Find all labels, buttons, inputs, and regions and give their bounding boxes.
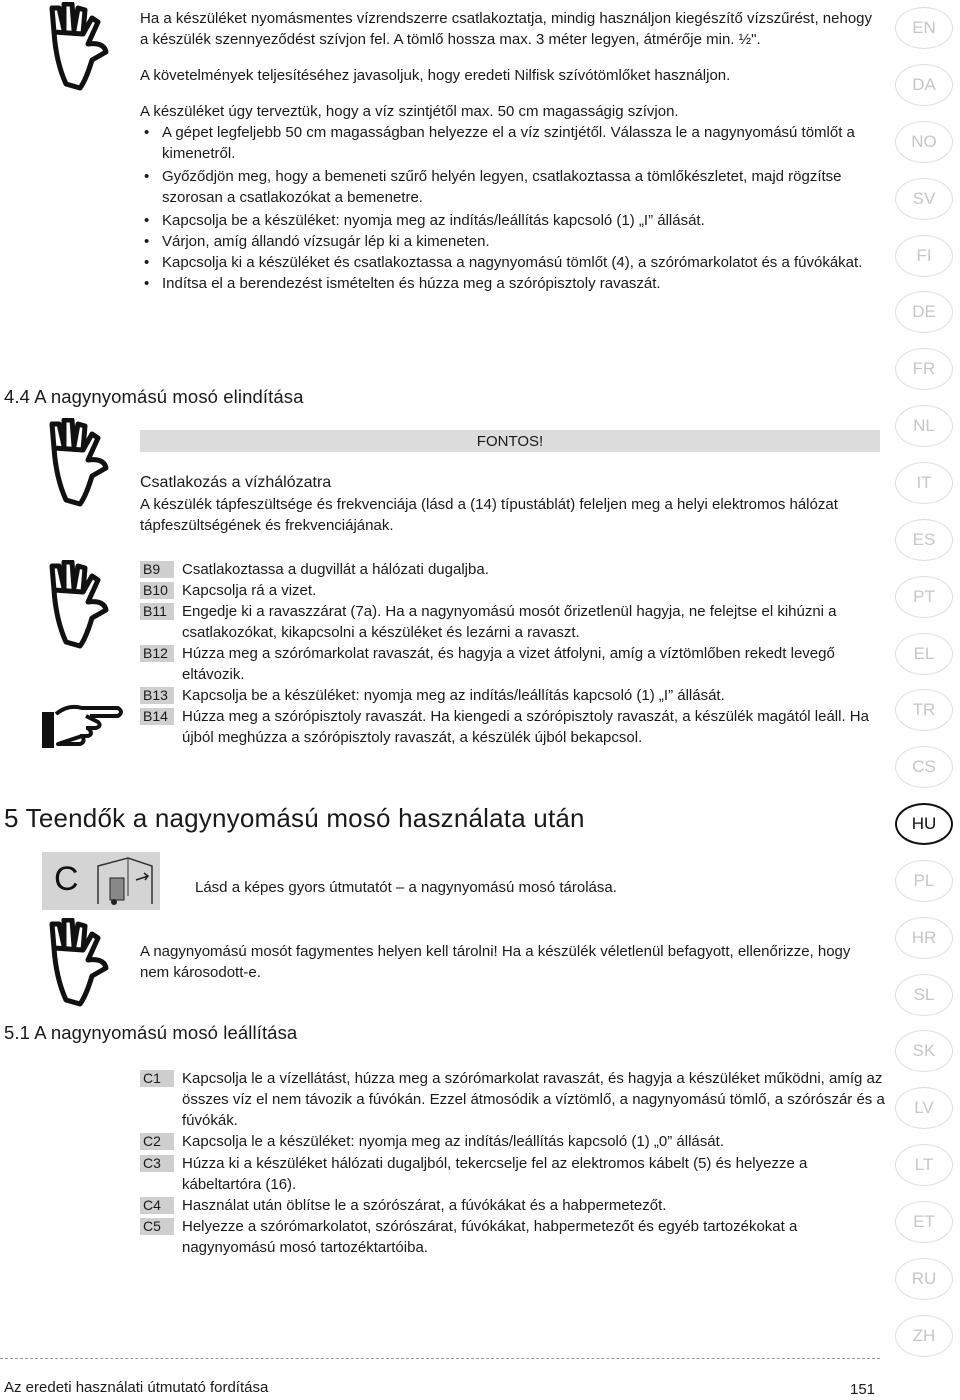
footer-text: Az eredeti használati útmutató fordítása	[4, 1379, 269, 1396]
language-tab-tr[interactable]: TR	[889, 700, 959, 720]
footer-divider	[0, 1358, 880, 1359]
step-text: Helyezze a szórómarkolatot, szórószárat, fúvókákat, habpermetezőt és egyéb tartozékokat a nagynyomású mosó tartozéktartóiba.	[182, 1218, 798, 1256]
bullet-item: • A gépet legfeljebb 50 cm magasságban helyezze el a víz szintjétől. Válassza le a nagynyomású tömlőt a kimenetről.	[140, 122, 880, 164]
step-code: B13	[140, 687, 174, 704]
section-heading: 4.4 A nagynyomású mosó elindítása	[4, 386, 304, 407]
step-text: Kapcsolja le a vízellátást, húzza meg a szórómarkolat ravaszát, és hagyja a készüléket működni, amíg az összes víz el nem távozik a fúvókán. Ezzel átmosódik a víztömlő, a nagynyomású tömlő, a szórószár és a fúvókák.	[182, 1070, 885, 1129]
language-tab-et[interactable]: ET	[889, 1212, 959, 1232]
language-tab-nl[interactable]: NL	[889, 416, 959, 436]
intro-paragraph: Ha a készüléket nyomásmentes vízrendszerre csatlakoztatja, mindig használjon kiegészítő vízszűrést, nehogy a készülék szennyeződést szívjon fel. A tömlő hossza max. 3 méter legyen, átmérője min. ½".	[140, 10, 873, 48]
language-tab-lv[interactable]: LV	[889, 1098, 959, 1118]
bullet-item: • Várjon, amíg állandó vízsugár lép ki a kimeneten.	[140, 231, 880, 252]
warning-hand-icon	[42, 918, 118, 1008]
language-tab-en[interactable]: EN	[889, 18, 959, 38]
intro-paragraph: A készüléket úgy terveztük, hogy a víz szintjétől max. 50 cm magasságig szívjon.	[140, 103, 679, 120]
language-tab-lt[interactable]: LT	[889, 1155, 959, 1175]
chapter-heading: 5 Teendők a nagynyomású mosó használata után	[4, 803, 585, 833]
step-code: B11	[140, 603, 174, 620]
step-code: B9	[140, 561, 174, 578]
step-code: B10	[140, 582, 174, 599]
step-code: B14	[140, 708, 174, 725]
language-tab-sv[interactable]: SV	[889, 189, 959, 209]
page-number: 151	[850, 1381, 876, 1398]
language-tab-el[interactable]: EL	[889, 644, 959, 664]
step-text: Húzza meg a szórómarkolat ravaszát, és hagyja a vizet átfolyni, amíg a víztömlőben rekedt levegő eltávozik.	[182, 645, 835, 683]
step-text: Húzza ki a készüléket hálózati dugaljból, tekercselje fel az elektromos kábelt (5) és helyezze a kábeltartóra (16).	[182, 1155, 808, 1193]
language-tab-fr[interactable]: FR	[889, 359, 959, 379]
figure-letter: C	[54, 860, 79, 898]
intro-paragraph: A követelmények teljesítéséhez javasoljuk, hogy eredeti Nilfisk szívótömlőket használjon.	[140, 67, 731, 84]
step-code: C4	[140, 1197, 174, 1214]
step-code: B12	[140, 645, 174, 662]
step-text: Kapcsolja le a készüléket: nyomja meg az indítás/leállítás kapcsoló (1) „0” állását.	[182, 1133, 724, 1150]
figure-caption: Lásd a képes gyors útmutatót – a nagynyomású mosó tárolása.	[195, 879, 617, 896]
language-tab-pt[interactable]: PT	[889, 587, 959, 607]
bullet-item: • Kapcsolja ki a készüléket és csatlakoztassa a nagynyomású tömlőt (4), a szórómarkolatot és a fúvókákat.	[140, 252, 880, 273]
language-tab-hu[interactable]: HU	[889, 814, 959, 834]
storage-illustration-icon	[94, 856, 156, 908]
step-text: Kapcsolja rá a vizet.	[182, 582, 317, 599]
body-text: A készülék tápfeszültsége és frekvenciája (lásd a (14) típustáblát) feleljen meg a helyi elektromos hálózat tápfeszültségének és frekvenciájának.	[140, 496, 838, 534]
language-tab-pl[interactable]: PL	[889, 871, 959, 891]
warning-hand-icon	[42, 418, 118, 508]
quick-guide-figure	[42, 852, 160, 910]
language-tab-hr[interactable]: HR	[889, 928, 959, 948]
step-text: Csatlakoztassa a dugvillát a hálózati dugaljba.	[182, 561, 489, 578]
language-tab-fi[interactable]: FI	[889, 246, 959, 266]
language-tab-no[interactable]: NO	[889, 132, 959, 152]
language-tab-sl[interactable]: SL	[889, 985, 959, 1005]
important-banner: FONTOS!	[140, 430, 880, 452]
language-tab-da[interactable]: DA	[889, 75, 959, 95]
language-tab-sk[interactable]: SK	[889, 1041, 959, 1061]
warning-hand-icon	[42, 560, 118, 650]
language-tab-it[interactable]: IT	[889, 473, 959, 493]
bullet-item: • Kapcsolja be a készüléket: nyomja meg az indítás/leállítás kapcsoló (1) „I” állását.	[140, 210, 880, 231]
step-text: Használat után öblítse le a szórószárat, a fúvókákat és a habpermetezőt.	[182, 1197, 667, 1214]
bullet-item: • Győződjön meg, hogy a bemeneti szűrő helyén legyen, csatlakoztassa a tömlőkészletet, majd rögzítse szorosan a csatlakozókat a bemenetre.	[140, 166, 880, 208]
step-text: Kapcsolja be a készüléket: nyomja meg az indítás/leállítás kapcsoló (1) „I” állását.	[182, 687, 725, 704]
pointing-hand-icon	[40, 698, 126, 754]
warning-hand-icon	[42, 2, 118, 92]
step-code: C5	[140, 1218, 174, 1235]
storage-warning: A nagynyomású mosót fagymentes helyen kell tárolni! Ha a készülék véletlenül befagyott, ellenőrizze, hogy nem károsodott-e.	[140, 943, 851, 981]
step-code: C2	[140, 1133, 174, 1150]
language-tab-zh[interactable]: ZH	[889, 1326, 959, 1346]
step-code: C3	[140, 1155, 174, 1172]
language-tab-de[interactable]: DE	[889, 302, 959, 322]
bullet-item: • Indítsa el a berendezést ismételten és húzza meg a szórópisztoly ravaszát.	[140, 273, 880, 294]
subheading: Csatlakozás a vízhálózatra	[140, 474, 332, 491]
step-text: Engedje ki a ravaszzárat (7a). Ha a nagynyomású mosót őrizetlenül hagyja, ne felejtse el kihúzni a csatlakozókat, kikapcsolni a készüléket és lezárni a ravaszt.	[182, 603, 837, 641]
step-code: C1	[140, 1070, 174, 1087]
language-tab-ru[interactable]: RU	[889, 1269, 959, 1289]
language-tab-es[interactable]: ES	[889, 530, 959, 550]
language-tab-cs[interactable]: CS	[889, 757, 959, 777]
step-text: Húzza meg a szórópisztoly ravaszát. Ha kiengedi a szórópisztoly ravaszát, a készülék magától leáll. Ha újból meghúzza a szórópisztoly ravaszát, a készülék újból bekapcsol.	[182, 708, 869, 746]
section-heading: 5.1 A nagynyomású mosó leállítása	[4, 1022, 298, 1043]
